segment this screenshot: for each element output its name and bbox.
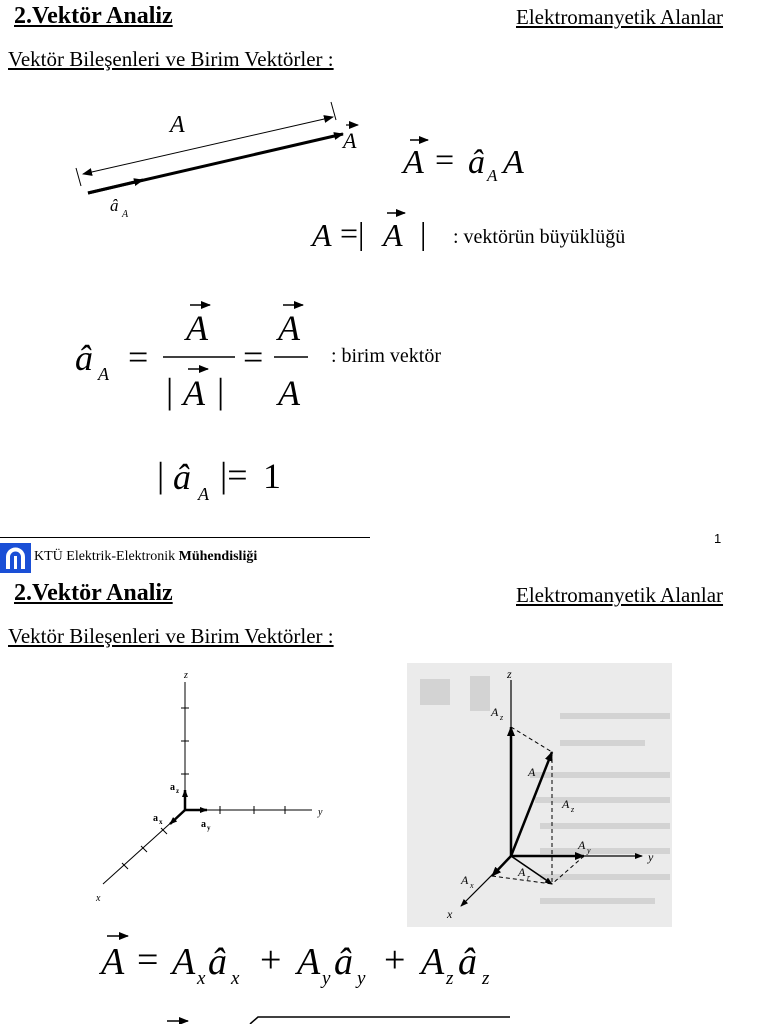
eq-unit-eq2: = bbox=[243, 337, 264, 377]
eq-comp-lhs: A bbox=[101, 941, 125, 983]
eq-comp-h2: â bbox=[334, 941, 353, 983]
equation-definition bbox=[401, 140, 524, 185]
comp-ax-label: A bbox=[461, 873, 469, 887]
slide1-subtitle: Vektör Bileşenleri ve Birim Vektörler : bbox=[8, 47, 334, 71]
comp-ax-sub: x bbox=[470, 881, 474, 890]
unit-vector-label: â bbox=[110, 196, 119, 215]
eq-unit-den-bar-right: | bbox=[217, 371, 225, 411]
unit-vector-subscript: A bbox=[122, 209, 129, 220]
comp-az-side-sub: z bbox=[571, 805, 575, 814]
slide1-title: 2.Vektör Analiz bbox=[14, 3, 173, 29]
unit-vector-arrow bbox=[88, 180, 143, 193]
eq-def-hat: â bbox=[468, 144, 485, 181]
slide2-title: 2.Vektör Analiz bbox=[14, 580, 173, 606]
eq-unit-num: A bbox=[186, 308, 208, 348]
eq-unit-sub: A bbox=[98, 364, 109, 384]
dimension-tick-left bbox=[76, 168, 81, 186]
comp-y-label: y bbox=[648, 850, 654, 864]
eq-unit-hat: â bbox=[75, 338, 93, 378]
equation-magnitude bbox=[310, 213, 426, 253]
comp-ar-sub: r bbox=[527, 873, 531, 882]
unit-ay-sub: y bbox=[207, 824, 211, 832]
vector-label: A bbox=[343, 128, 357, 153]
slide2-course-title: Elektromanyetik Alanlar bbox=[516, 583, 724, 607]
eq-comp-t1: A bbox=[172, 941, 196, 983]
eq-comp-t3s: z bbox=[446, 968, 454, 989]
eq-mag-eq: =| bbox=[340, 215, 365, 251]
unit-ax-label: a bbox=[153, 813, 158, 824]
eq-def-lhs: A bbox=[403, 144, 424, 181]
eq-unit-den-vec: A bbox=[183, 373, 205, 413]
eq-comp-h1: â bbox=[208, 941, 227, 983]
eq-unit-eq1: = bbox=[128, 337, 149, 377]
eq-comp-plus2: + bbox=[384, 939, 406, 981]
comp-z-label: z bbox=[507, 667, 512, 681]
comp-a-label: A bbox=[528, 765, 536, 779]
eq-comp-t1s: x bbox=[197, 968, 206, 989]
axis-z-label: z bbox=[184, 670, 188, 681]
eq-comp-eq: = bbox=[137, 939, 159, 981]
vector-label-group bbox=[341, 125, 358, 153]
eq-mag-vec: A bbox=[383, 217, 403, 253]
eq-comp-h3s: z bbox=[482, 968, 490, 989]
footer-institution bbox=[34, 549, 257, 565]
eq-def-sub: A bbox=[487, 166, 498, 185]
eq-mag-lhs: A bbox=[312, 217, 332, 253]
footer-divider bbox=[0, 537, 370, 538]
eq-comp-h3: â bbox=[458, 941, 477, 983]
eq-unit-num2: A bbox=[278, 308, 300, 348]
eq-comp-h2s: y bbox=[357, 968, 366, 989]
comp-az-top-label: A bbox=[491, 705, 499, 719]
comp-ay-label: A bbox=[578, 838, 586, 852]
eq-norm-one: 1 bbox=[263, 456, 281, 496]
axis-y-label: y bbox=[318, 807, 323, 818]
magnitude-note: : vektörün büyüklüğü bbox=[453, 226, 626, 248]
equation-norm bbox=[157, 455, 281, 504]
eq-comp-h1s: x bbox=[231, 968, 240, 989]
eq-norm-hat: â bbox=[173, 457, 191, 497]
unit-ax-arrow bbox=[170, 810, 185, 824]
eq-comp-t2: A bbox=[297, 941, 321, 983]
coordinate-axes-figure bbox=[95, 670, 323, 904]
footer-bold-text: Mühendisliği bbox=[178, 549, 258, 564]
slide2-figures bbox=[0, 584, 768, 1024]
eq-norm-rest: |= bbox=[220, 455, 248, 495]
university-logo bbox=[0, 543, 31, 573]
eq-norm-bar-left: | bbox=[157, 455, 165, 495]
eq-norm-sub: A bbox=[198, 484, 209, 504]
comp-ay-sub: y bbox=[587, 846, 591, 855]
eq-unit-den-bar-left: | bbox=[166, 371, 174, 411]
eq-comp-t3: A bbox=[421, 941, 445, 983]
comp-az-top-sub: z bbox=[500, 713, 504, 722]
eq-comp-plus1: + bbox=[260, 939, 282, 981]
unit-ay-label: a bbox=[201, 819, 206, 830]
unit-az-sub: z bbox=[176, 787, 180, 795]
logo-icon bbox=[0, 543, 31, 573]
eq-comp-t2s: y bbox=[322, 968, 331, 989]
eq-def-equals: = bbox=[435, 142, 455, 179]
unit-vector-note: : birim vektör bbox=[331, 345, 441, 367]
eq-unit-den2: A bbox=[278, 373, 300, 413]
comp-az-side-label: A bbox=[562, 797, 570, 811]
page-number: 1 bbox=[714, 531, 722, 546]
sqrt-sign bbox=[250, 1017, 510, 1024]
eq-def-rhs: A bbox=[503, 144, 524, 181]
slide2-subtitle: Vektör Bileşenleri ve Birim Vektörler : bbox=[8, 624, 334, 648]
partial-equation-cutoff bbox=[167, 1017, 510, 1024]
comp-ar-label: A bbox=[518, 865, 526, 879]
eq-mag-bar: | bbox=[420, 215, 427, 251]
vector-components-figure bbox=[407, 663, 672, 927]
magnitude-label: A bbox=[170, 112, 185, 138]
comp-x-label: x bbox=[447, 907, 453, 921]
equation-components bbox=[98, 936, 490, 989]
unit-ax-sub: x bbox=[159, 818, 163, 826]
footer-plain-text: KTÜ Elektrik-Elektronik bbox=[34, 549, 176, 564]
slide1-course-title: Elektromanyetik Alanlar bbox=[516, 5, 724, 29]
equation-unit bbox=[75, 305, 308, 413]
axis-x-label: x bbox=[96, 893, 101, 904]
unit-az-label: a bbox=[170, 782, 175, 793]
